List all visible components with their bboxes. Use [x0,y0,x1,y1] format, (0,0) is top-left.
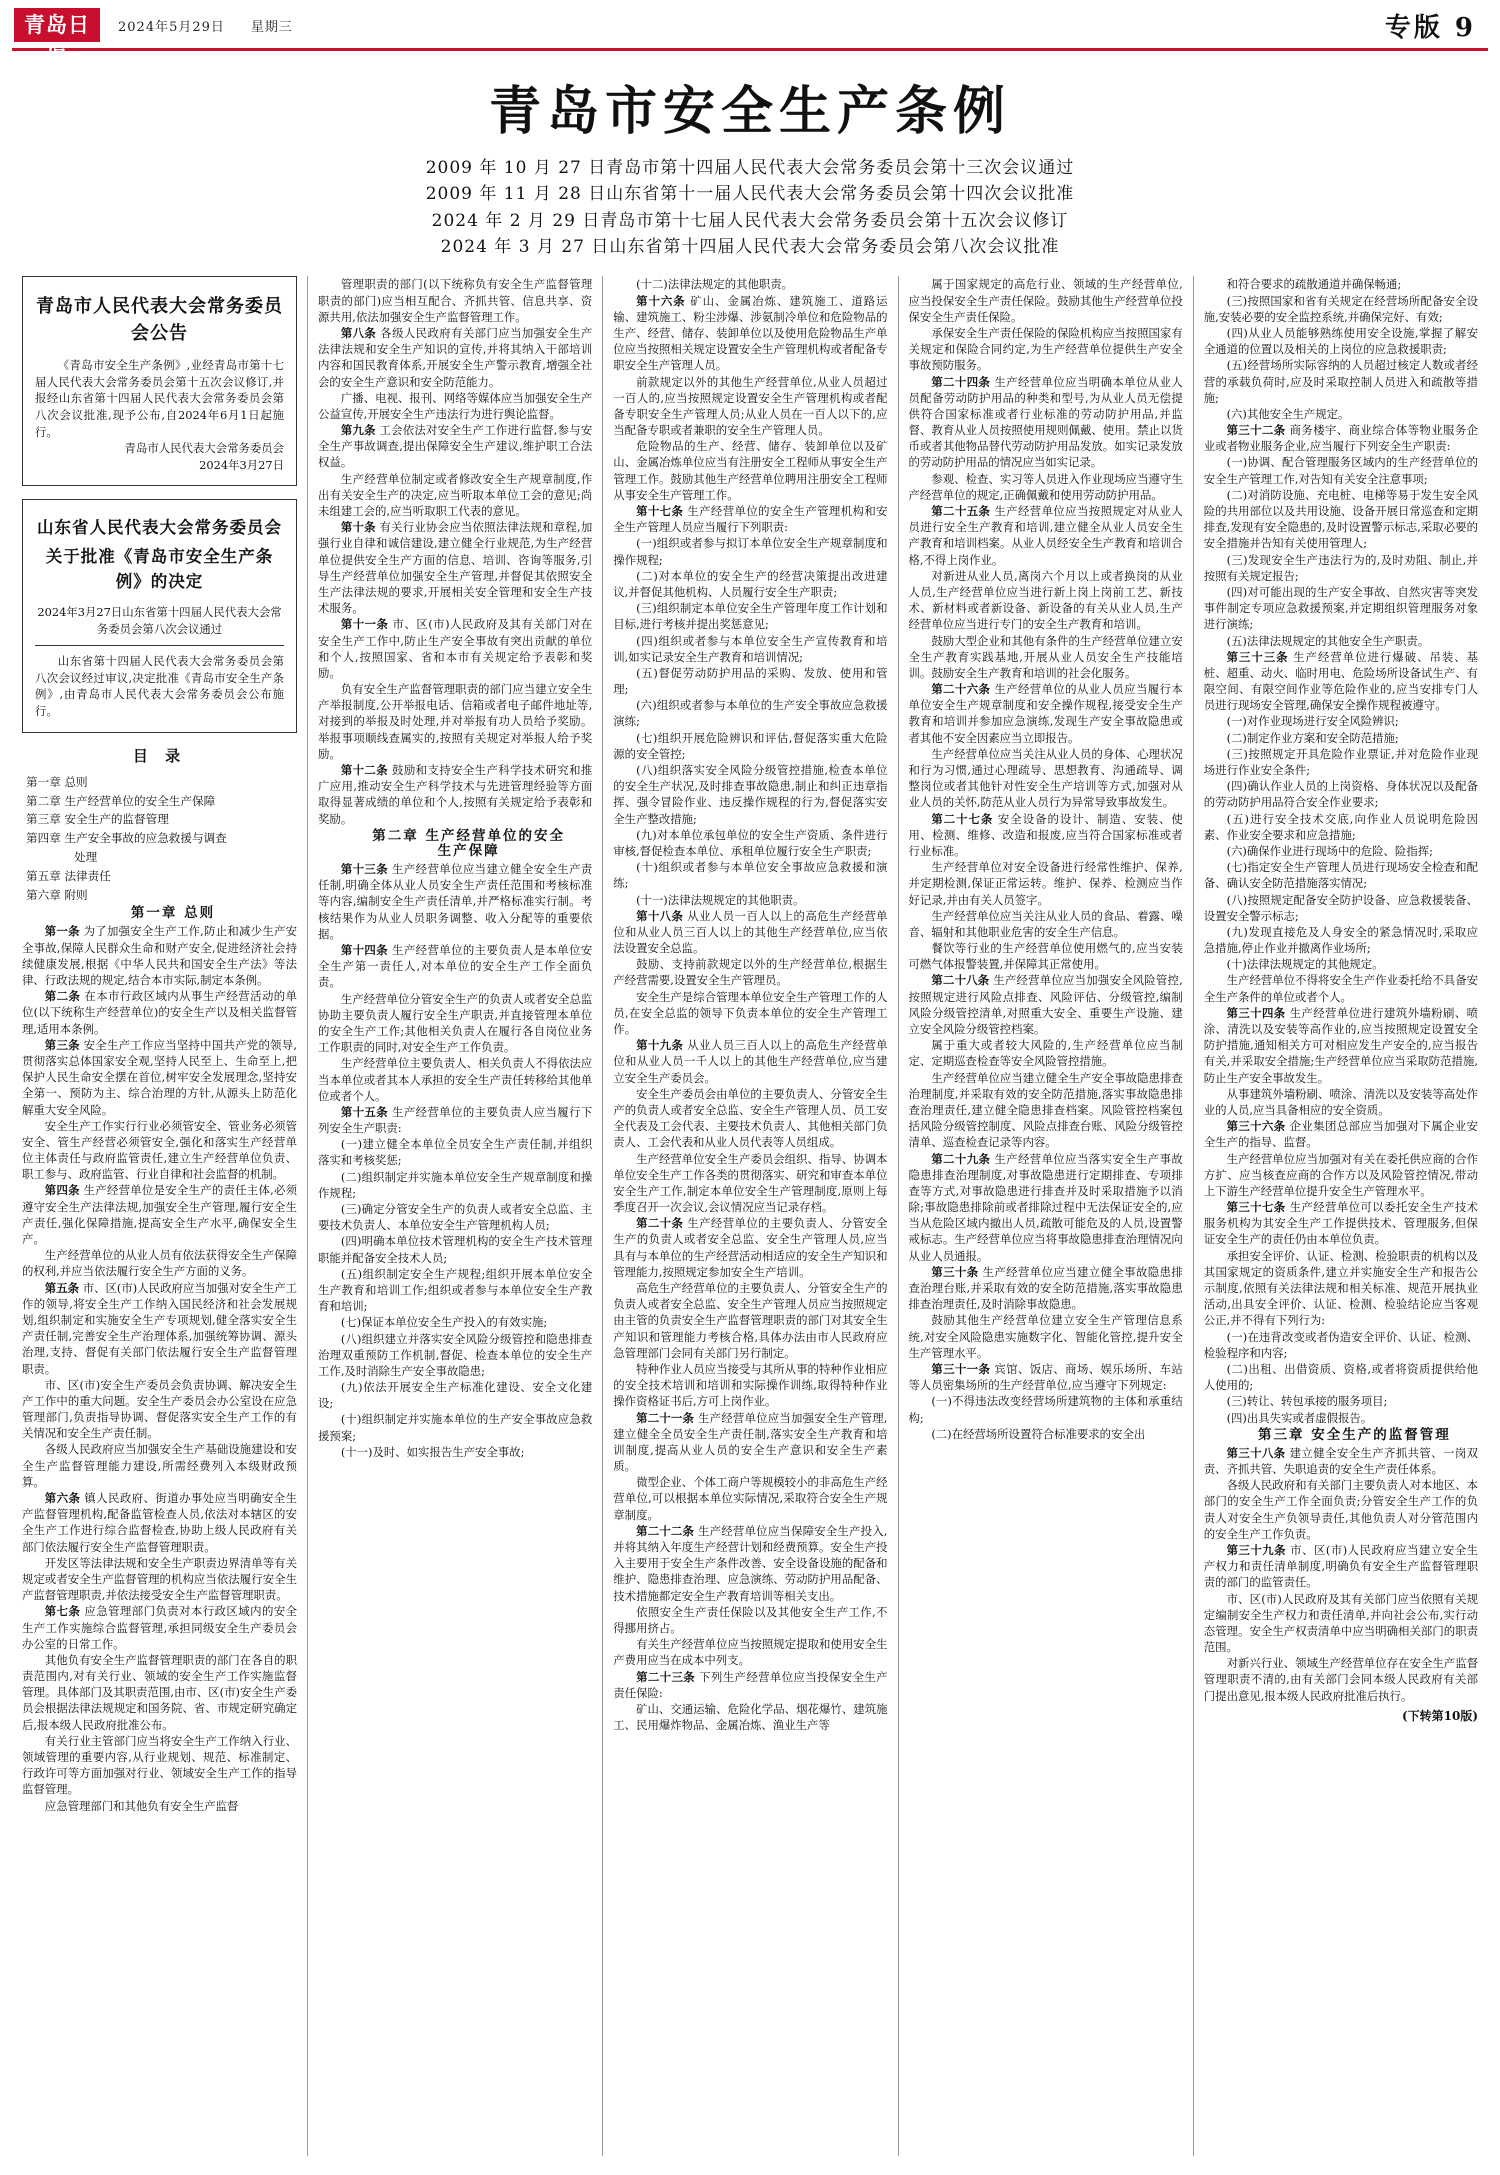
article-paragraph: 第二十六条 生产经营单位的从业人员应当履行本单位安全生产规章制度和安全操作规程,接受安全生产教育和培训并参加应急演练,发现生产安全事故隐患或者其他不安全因素应当立即报告。 [908,682,1183,745]
chapter-heading: 第二章 生产经营单位的安全 [372,827,565,844]
article-paragraph: 第二十七条 安全设备的设计、制造、安装、使用、检测、维修、改造和报废,应当符合国家标准或者行业标准。 [908,811,1183,858]
toc-item: 第二章 生产经营单位的安全生产保障 [26,793,216,808]
passage-lines [0,155,1500,260]
article-paragraph: (六)组织或者参与本单位的生产安全事故应急救援演练; [613,698,888,729]
article-paragraph: 第三十三条 生产经营单位进行爆破、吊装、基桩、超重、动火、临时用电、危险场所设备试生产、有限空间、有限空间作业等危险作业的,应当安排专门人员进行现场安全管理,确保安全操作规程被遵守。 [1203,649,1479,713]
article-paragraph: (八)组织建立并落实安全风险分级管控和隐患排查治理双重预防工作机制,督促、检查本单位的安全生产工作,及时消除生产安全事故隐患; [318,1331,593,1378]
chapter-heading-cont: 生产保障 [437,842,500,859]
article-paragraph: (四)出具失实或者虚假报告。 [1226,1410,1373,1425]
article-paragraph: 第二十四条 生产经营单位应当明确本单位从业人员配备劳动防护用品的种类和型号,为从业人员无偿提供符合国家标准或者行业标准的劳动防护用品,并监督、教育从业人员按照使用规则佩戴、使用。禁止以货币或者其他物品替代劳动防护用品发放。如实记录发放的劳动防护用品的情况应当如实记录。 [908,374,1183,470]
article-paragraph: 鼓励、支持前款规定以外的生产经营单位,根据生产经营需要,设置安全生产管理员。 [613,957,888,988]
article-paragraph: 生产经营单位制定或者修改安全生产规章制度,作出有关安全生产的决定,应当听取本单位工会的意见;尚未组建工会的,应当听取职工代表的意见。 [318,471,593,518]
toc-item: 第三章 安全生产的监督管理 [26,812,169,827]
article-paragraph: 第十七条 生产经营单位的安全生产管理机构和安全生产管理人员应当履行下列职责: [613,504,888,535]
article-paragraph: 生产经营单位应当加强对有关在委托供应商的合作方扩、应当核查应商的合作方以及风险管控情况,带动上下游生产经营单位提升安全生产管理水平。 [1203,1151,1479,1198]
passage-line: 2024 年 3 月 27 日山东省第十四届人民代表大会常务委员会第八次会议批准 [440,237,1060,258]
article-paragraph: (十一)法律法规规定的其他职责。 [636,892,805,907]
article-paragraph: (三)按照规定开具危险作业票证,并对危险作业现场进行作业安全条件; [1203,746,1479,777]
passage-line: 2009 年 11 月 28 日山东省第十一届人民代表大会常务委员会第十四次会议批准 [425,184,1075,205]
column-3-body [613,276,887,1733]
article-paragraph: 第二十条 生产经营单位的主要负责人、分管安全生产的负责人或者安全总监、安全生产管理人员,应当具有与本单位的生产经营活动相适应的安全生产知识和管理能力,按照规定参加安全生产培训。 [613,1216,888,1279]
article-paragraph: 对新兴行业、领域生产经营单位存在安全生产监督管理职责不清的,由有关部门会同本级人民政府有关部门提出意见,报本级人民政府批准后执行。 [1203,1656,1479,1703]
article-paragraph: (一)协调、配合管理服务区域内的生产经营单位的安全生产管理工作,对告知有关安全注意事项; [1203,455,1479,486]
article-paragraph: 第三条 安全生产工作应当坚持中国共产党的领导,贯彻落实总体国家安全观,坚持人民至上、生命至上,把保护人民生命安全摆在首位,树牢安全发展理念,坚持安全第一、预防为主、综合治理的方针,从源头上防范化解重大安全风险。 [22,1037,298,1117]
toc-item: 第四章 生产安全事故的应急救援与调查 [26,831,227,846]
announcement-heading: 青岛市人民代表大会常务委员会公告 [36,296,284,345]
article-paragraph: 第三十九条 市、区(市)人民政府应当建立安全生产权力和责任清单制度,明确负有安全生产监督管理职责的部门的监管责任。 [1203,1542,1479,1590]
article-paragraph: 第二条 在本市行政区域内从事生产经营活动的单位(以下统称生产经营单位)的安全生产以及相关监督管理,适用本条例。 [22,989,298,1036]
article-paragraph: 前款规定以外的其他生产经营单位,从业人员超过一百人的,应当按照规定设置安全生产管理机构或者配备专职安全生产管理人员;从业人员在一百人以下的,应当配备专职或者兼职的安全生产管理人员。 [613,374,888,438]
column-4-body [909,276,1183,1442]
toc-item: 第五章 法律责任 [26,868,111,883]
article-paragraph: 第十五条 生产经营单位的主要负责人应当履行下列安全生产职责: [318,1104,593,1136]
article-paragraph: 生产经营单位主要负责人、相关负责人不得依法应当本单位或者其本人承担的安全生产责任转移给其他单位或者个人。 [318,1056,593,1103]
article-paragraph: 从事建筑外墙粉刷、喷涂、清洗以及安装等高处作业的人员,应当具备相应的安全资质。 [1203,1086,1479,1117]
chapter-heading: 第三章 安全生产的监督管理 [1258,1426,1451,1443]
article-paragraph: 管理职责的部门(以下统称负有安全生产监督管理职责的部门)应当相互配合、齐抓共管、信息共享、资源共用,依法加强安全生产监督管理工作。 [318,277,593,324]
article-paragraph: 第三十六条 企业集团总部应当加强对下属企业安全生产的指导、监督。 [1203,1119,1479,1150]
column-1 [12,276,307,2156]
article-paragraph: 特种作业人员应当接受与其所从事的特种作业相应的安全技术培训和培训和实际操作训练,取得特种作业操作资格证书后,方可上岗作业。 [613,1361,888,1409]
column-5 [1193,276,1488,2156]
article-paragraph: 危险物品的生产、经营、储存、装卸单位以及矿山、金属冶炼单位应当有注册安全工程师从事安全生产管理工作。鼓励其他生产经营单位聘用注册安全工程师从事安全生产管理工作。 [613,439,888,502]
article-paragraph: 生产经营单位安全生产委员会组织、指导、协调本单位安全生产工作各类的贯彻落实、研究和审查本单位安全生产工作,制定本单位安全生产管理制度,原则上每季度召开一次会议,会议情况应当记录存档。 [613,1151,888,1215]
article-paragraph: (五)组织制定安全生产规程;组织开展本单位安全生产教育和培训工作;组织或者参与本单位安全生产教育和培训; [318,1266,593,1314]
article-paragraph: 第二十一条 生产经营单位应当加强安全生产管理,建立健全全员安全生产责任制,落实安全生产教育和培训制度,提高从业人员的安全生产意识和安全生产素质。 [613,1410,888,1474]
article-paragraph: (三)发现安全生产违法行为的,及时劝阻、制止,并按照有关规定报告; [1203,552,1479,583]
article-paragraph: (八)组织落实安全风险分级管控措施,检查本单位的安全生产状况,及时排查事故隐患,制止和纠正违章指挥、强令冒险作业、违反操作规程的行为,督促落实安全生产整改措施; [613,763,888,826]
column-2-body [318,276,592,1460]
article-paragraph: 承担安全评价、认证、检测、检验职责的机构以及其国家规定的资质条件,建立并实施安全生产和报告公示制度,依照有关法律法规和相关标准、规范开展执业活动,出具安全评价、认证、检测、检验结论应当客观公正,并不得有下列行为: [1203,1248,1479,1328]
article-paragraph: (二)对消防设施、充电桩、电梯等易于发生安全风险的共用部位以及共用设施、设备开展日常巡查和定期排查,发现有安全隐患的,及时设置警示标志,采取必要的安全措施并告知有关使用管理人; [1203,487,1479,551]
article-paragraph: (十)组织或者参与本单位安全事故应急救援和演练; [613,860,888,891]
column-5-body [1204,276,1478,1703]
toc-title: 目 录 [132,746,187,765]
article-paragraph: 生产经营单位应当建立健全生产安全事故隐患排查治理制度,并采取有效的安全防范措施,落实事故隐患排查治理责任,建立健全隐患排查档案。风险管控档案包括风险分级管控制度、风险点排查台账、风险分级管控清单、巡查检查记录等内容。 [908,1070,1183,1150]
article-paragraph: (三)确定分管安全生产的负责人或者安全总监、主要技术负责人、本单位安全生产管理机构人员; [318,1202,593,1233]
article-paragraph: 生产经营单位应当关注从业人员的身体、心理状况和行为习惯,通过心理疏导、思想教育、沟通疏导、调整岗位或者其他针对性安全生产培训等方式,加强对从业人员的关怀,防范从业人员行为异常导致事故发生。 [908,746,1183,810]
article-paragraph: (九)依法开展安全生产标准化建设、安全文化建设; [318,1380,593,1411]
toc-item: 第六章 附则 [26,887,88,902]
article-paragraph: (二)对本单位的安全生产的经营决策提出改进建议,并督促其他机构、人员履行安全生产职责; [613,568,888,599]
section-label: 专版 9 [1384,12,1476,43]
article-paragraph: 第四条 生产经营单位是安全生产的责任主体,必须遵守安全生产法律法规,加强安全生产管理,履行安全生产责任,强化保障措施,提高安全生产水平,确保安全生产。 [22,1183,298,1247]
article-paragraph: (四)对可能出现的生产安全事故、自然灾害等突发事件制定专项应急救援预案,并定期组织管理服务对象进行演练; [1203,584,1479,632]
announcement-date: 2024年3月27日 [199,457,285,472]
article-paragraph: (三)组织制定本单位安全生产管理年度工作计划和目标,进行考核并提出奖惩意见; [613,601,888,632]
article-paragraph: 属于重大或者较大风险的,生产经营单位应当制定、定期巡查检查等安全风险管控措施。 [908,1038,1183,1069]
decision-heading-line1: 山东省人民代表大会常务委员会 [37,518,283,538]
continued-note: (下转第10版) [1401,1708,1479,1723]
article-paragraph: (三)转让、转包承接的服务项目; [1226,1394,1388,1409]
article-paragraph: 第五条 市、区(市)人民政府应当加强对安全生产工作的领导,将安全生产工作纳入国民经济和社会发展规划,组织制定和实施安全生产专项规划,健全落实安全生产责任制,完善安全生产治理体系,加强统筹协调、源头治理,支持、督促有关部门依法履行安全生产监督管理职责。 [22,1280,298,1376]
announcement-body: 《青岛市安全生产条例》,业经青岛市第十七届人民代表大会常务委员会第十五次会议修订,并报经山东省第十四届人民代表大会常务委员会第八次会议批准,现予公布,自2024年6月1日起施行。 [35,358,285,439]
toc-item: 处理 [74,849,98,864]
article-paragraph: (二)组织制定并实施本单位安全生产规章制度和操作规程; [318,1169,593,1200]
article-paragraph: 第十条 有关行业协会应当依照法律法规和章程,加强行业自律和诚信建设,建立健全行业规范,为生产经营单位提供安全生产方面的信息、培训、咨询等服务,引导生产经营单位加强安全生产管理,并督促其依照安全生产法律法规的要求,开展相关安全管理和安全生产技术服务。 [318,520,593,616]
article-paragraph: 对新进从业人员,离岗六个月以上或者换岗的从业人员,生产经营单位应当进行新上岗上岗前工艺、新技术、新材料或者新设备、新设备的有关从业人员,生产经营单位应当进行专门的安全生产教育和培训。 [908,568,1183,632]
article-paragraph: (一)组织或者参与拟订本单位安全生产规章制度和操作规程; [613,536,888,567]
article-paragraph: 餐饮等行业的生产经营单位使用燃气的,应当安装可燃气体报警装置,并保障其正常使用。 [908,941,1183,972]
masthead [0,0,1500,71]
article-paragraph: 市、区(市)人民政府及其有关部门应当依照有关规定编制安全生产权力和责任清单,并向社会公布,实行动态管理。安全生产权责清单中应当明确相关部门的职责范围。 [1203,1591,1479,1655]
article-paragraph: 其他负有安全生产监督管理职责的部门在各自的职责范围内,对有关行业、领域的安全生产工作实施监督管理。具体部门及其职责范围,由市、区(市)安全生产委员会根据法律法规规定和国务院、省、市规定研究确定后,报本级人民政府批准公布。 [22,1652,298,1732]
article-paragraph: (四)组织或者参与本单位安全生产宣传教育和培训,如实记录安全生产教育和培训情况; [613,633,888,664]
article-paragraph: (四)从业人员能够熟练使用安全设施,掌握了解安全通道的位置以及相关的上岗位的应急救援职责; [1203,325,1479,357]
announcement-box-1 [22,276,297,486]
article-paragraph: 矿山、交通运输、危险化学品、烟花爆竹、建筑施工、民用爆炸物品、金属冶炼、渔业生产等 [613,1701,888,1733]
article-paragraph: (七)保证本单位安全生产投入的有效实施; [340,1315,548,1330]
column-4 [898,276,1193,2156]
article-paragraph: 开发区等法律法规和安全生产职责边界清单等有关规定或者安全生产监督管理的机构应当依法履行安全生产监督管理职责,并依法接受安全生产监督管理职责。 [22,1555,298,1603]
article-paragraph: 第八条 各级人民政府有关部门应当加强安全生产法律法规和安全生产知识的宣传,并将其纳入干部培训内容和国民教育体系,开展安全生产警示教育,增强全社会的安全生产意识和安全防范能力。 [318,325,593,389]
article-paragraph: 第三十一条 宾馆、饭店、商场、娱乐场所、车站等人员密集场所的生产经营单位,应当遵守下列规定: [908,1361,1183,1393]
article-paragraph: 安全生产是综合管理本单位安全生产管理工作的人员,在安全总监的领导下负责本单位的安全生产管理工作。 [613,989,888,1036]
article-paragraph: 承保安全生产责任保险的保险机构应当按照国家有关规定和保险合同约定,为生产经营单位提供生产安全事故预防服务。 [908,325,1183,373]
article-paragraph: 生产经营单位不得将安全生产作业委托给不具备安全生产条件的单位或者个人。 [1203,973,1479,1004]
article-paragraph: 第十三条 生产经营单位应当建立健全安全生产责任制,明确全体从业人员安全生产责任范围和考核标准等内容,编制安全生产责任清单,并严格标准实行制。考核结果作为从业人员职务调整、收入分配等的重要依据。 [318,862,593,941]
article-paragraph: 广播、电视、报刊、网络等媒体应当加强安全生产公益宣传,开展安全生产违法行为进行舆论监督。 [318,390,593,421]
article-paragraph: 第十九条 从业人员三百人以上的高危生产经营单位和从业人员一千人以上的其他生产经营单位,应当建立安全生产委员会。 [613,1038,888,1085]
article-paragraph: (二)制定作业方案和安全防范措施; [1226,730,1399,745]
article-paragraph: (四)确认作业人员的上岗资格、身体状况以及配备的劳动防护用品符合安全作业要求; [1203,779,1479,810]
article-paragraph: 应急管理部门和其他负有安全生产监督 [44,1798,239,1813]
article-paragraph: 第十一条 市、区(市)人民政府及其有关部门对在安全生产工作中,防止生产安全事故有突出贡献的单位和个人,按照国家、省和本市有关规定给予表彰和奖励。 [318,617,593,680]
article-paragraph: (七)指定安全生产管理人员进行现场安全检查和配备、确认安全防范措施落实情况; [1203,860,1479,891]
article-paragraph: 第六条 镇人民政府、街道办事处应当明确安全生产监督管理机构,配备监管检查人员,依法对本辖区的安全生产工作进行综合监督检查,协助上级人民政府有关部门依法履行安全生产监督管理职责。 [22,1491,298,1554]
article-paragraph: 安全生产委员会由单位的主要负责人、分管安全生产的负责人或者安全总监、安全生产管理人员、员工安全代表及工会代表、主要技术负责人、其他相关部门负责人、工会代表和从业人员代表等人员组成。 [613,1086,888,1150]
article-paragraph: (五)进行安全技术交底,向作业人员说明危险因素、作业安全要求和应急措施; [1203,811,1479,842]
article-paragraph: 依照安全生产责任保险以及其他安全生产工作,不得挪用挤占。 [613,1604,888,1635]
article-paragraph: 市、区(市)安全生产委员会负责协调、解决安全生产工作中的重大问题。安全生产委员会办公室设在应急管理部门,负责指导协调、督促落实安全生产工作的有关情况和安全生产责任制。 [22,1377,298,1441]
article-paragraph: 第三十八条 建立健全安全生产齐抓共管、一岗双责、齐抓共管、失职追责的安全生产责任体系。 [1203,1445,1479,1477]
article-paragraph: 负有安全生产监督管理职责的部门应当建立安全生产举报制度,公开举报电话、信箱或者电子邮件地址等,对接到的举报及时处理,并对举报有功人员给予奖励。举报事项顺线查属实的,按照有关规定对举报人给予奖励。 [318,682,593,761]
article-paragraph: (七)组织开展危险辨识和评估,督促落实重大危险源的安全管控; [613,730,888,761]
article-paragraph: (八)按照规定配备安全防护设备、应急救援装备、设置安全警示标志; [1203,892,1479,923]
article-paragraph: 安全生产工作实行行业必须管安全、管业务必须管安全、管生产经营必须管安全,强化和落实生产经营单位主体责任与政府监管责任,建立生产经营单位负责、职工参与、政府监管、行业自律和社会监督的机制。 [22,1118,298,1182]
article-paragraph: 有关行业主管部门应当将安全生产工作纳入行业、领域管理的重要内容,从行业规划、规范、标准制定、行政许可等方面加强对行业、领域安全生产工作的指导监督管理。 [22,1733,298,1797]
publication-date: 2024年5月29日 [118,19,225,35]
article-paragraph: 第二十八条 生产经营单位应当加强安全风险管控,按照规定进行风险点排查、风险评估、分级管控,编制风险分级管控清单,对照重大安全、重要生产设施、建立安全风险分级管控档案。 [908,973,1183,1036]
article-paragraph: (六)确保作业进行现场中的危险、险指挥; [1226,843,1433,858]
article-paragraph: (十一)及时、如实报告生产安全事故; [340,1444,525,1459]
announcement-box-2 [22,499,297,732]
decision-heading-line2: 关于批准《青岛市安全生产条例》的决定 [45,546,274,591]
column-3 [602,276,897,2156]
article-paragraph: (十)法律法规规定的其他规定。 [1226,957,1384,972]
article-paragraph: 生产经营单位的从业人员有依法获得安全生产保障的权利,并应当依法履行安全生产方面的义务。 [22,1248,298,1279]
article-paragraph: (十)组织制定并实施本单位的生产安全事故应急救援预案; [318,1412,593,1443]
article-paragraph: 第三十七条 生产经营单位可以委托安全生产技术服务机构为其安全生产工作提供技术、管理服务,但保证安全生产的责任仍由本单位负责。 [1203,1200,1479,1247]
chapter-heading: 第一章 总则 [130,905,216,922]
title-block [0,51,1500,260]
page-title: 青岛市安全生产条例 [488,81,1011,142]
article-paragraph: 属于国家规定的高危行业、领域的生产经营单位,应当投保安全生产责任保险。鼓励其他生产经营单位投保安全生产责任保险。 [908,277,1183,324]
article-paragraph: 第二十二条 生产经营单位应当保障安全生产投入,并将其纳入年度生产经营计划和经费预算。安全生产投入主要用于安全生产条件改善、安全设备设施的配备和维护、隐患排查治理、应急演练、劳动防护用品配备、技术措施都定安全生产教育培训等相关支出。 [613,1523,888,1603]
article-paragraph: (二)在经营场所设置符合标准要求的安全出 [931,1426,1146,1441]
article-paragraph: (九)对本单位承包单位的安全生产资质、条件进行审核,督促检查本单位、承租单位履行安全生产职责; [613,827,888,858]
toc-item: 第一章 总则 [26,774,88,789]
article-paragraph: (一)不得违法改变经营场所建筑物的主体和承重结构; [908,1394,1183,1425]
article-paragraph: 第十六条 矿山、金属冶炼、建筑施工、道路运输、建筑施工、粉尘涉爆、涉氨制冷单位和危险物品的生产、经营、储存、装卸单位以及使用危险物品生产单位应当按照相关规定设置安全生产管理机构或者配备专职安全生产管理人员。 [613,293,888,373]
publication-weekday: 星期三 [250,19,293,35]
article-paragraph: 第七条 应急管理部门负责对本行政区域内的安全生产工作实施综合监督管理,承担同级安全生产委员会办公室的日常工作。 [22,1604,298,1651]
article-columns [12,276,1488,2156]
article-paragraph: 第十二条 鼓励和支持安全生产科学技术研究和推广应用,推动安全生产科学技术与先进管理经验等方面取得显著成绩的单位和个人,按照有关规定给予表彰和奖励。 [318,763,593,826]
article-paragraph: (九)发现直接危及人身安全的紧急情况时,采取应急措施,停止作业并撤离作业场所; [1203,924,1479,956]
decision-divider [35,645,284,646]
article-paragraph: 第三十四条 生产经营单位进行建筑外墙粉刷、喷涂、清洗以及安装等高作业的,应当按照规定设置安全防护措施,通知相关方可对相应发生产安全的,应当报告有关,并采取安全措施;生产经营单位应当采取防范措施,防止生产安全事故发生。 [1203,1005,1479,1085]
article-paragraph: (一)在违背改变或者伪造安全评价、认证、检测、检验程序和内容; [1203,1329,1479,1360]
article-paragraph: 微型企业、个体工商户等规模较小的非高危生产经营单位,可以根据本单位实际情况,采取符合安全生产规章制度。 [613,1475,888,1522]
article-paragraph: 生产经营单位应当关注从业人员的食品、着露、噪音、辐射和其他职业危害的安全生产信息。 [908,908,1183,939]
article-paragraph: 和符合要求的疏散通道并确保畅通; [1226,277,1402,292]
article-paragraph: 第一条 为了加强安全生产工作,防止和减少生产安全事故,保障人民群众生命和财产安全,促进经济社会持续健康发展,根据《中华人民共和国安全生产法》等法律、行政法规的规定,结合本市实际,制定本条例。 [22,924,298,988]
article-paragraph: 第二十五条 生产经营单位应当按照规定对从业人员进行安全生产教育和培训,建立健全从业人员安全生产教育和培训档案。从业人员经安全生产教育和培训合格,不得上岗作业。 [908,504,1183,567]
article-paragraph: 第二十九条 生产经营单位应当落实安全生产事故隐患排查治理制度,对事故隐患进行定期排查、专项排查等方式,对事故隐患进行排查并及时采取措施予以消除;事故隐患排除前或者排除过程中无法保证安全的,应当从危险区域内撤出人员,疏散可能危及的人员,设置警戒标志。生产经营单位应当将事故隐患排查治理情况向从业人员通报。 [908,1151,1183,1263]
article-paragraph: 第九条 工会依法对安全生产工作进行监督,参与安全生产事故调查,提出保障安全生产建议,维护职工合法权益。 [318,423,593,470]
article-paragraph: (五)督促劳动防护用品的采购、发放、使用和管理; [613,665,888,697]
passage-line: 2009 年 10 月 27 日青岛市第十四届人民代表大会常务委员会第十三次会议通过 [425,158,1075,178]
article-paragraph: (五)法律法规规定的其他安全生产职责。 [1226,633,1430,648]
article-paragraph: 第三十二条 商务楼宇、商业综合体等物业服务企业或者物业服务企业,应当履行下列安全生产职责: [1203,423,1479,454]
article-paragraph: (四)明确本单位技术管理机构的安全生产技术管理职能并配备安全技术人员; [318,1234,593,1265]
article-paragraph: (六)其他安全生产规定。 [1226,406,1350,421]
article-paragraph: 各级人民政府应当加强安全生产基础设施建设和安全生产监督管理能力建设,所需经费列入本级财政预算。 [22,1442,298,1489]
article-paragraph: 第二十三条 下列生产经营单位应当投保安全生产责任保险: [613,1669,888,1700]
article-paragraph: 各级人民政府和有关部门主要负责人对本地区、本部门的安全生产工作全面负责;分管安全生产工作的负责人对安全生产负领导责任,其他负责人对分管范围内的安全生产工作负责。 [1203,1478,1479,1541]
article-paragraph: 高危生产经营单位的主要负责人、分管安全生产的负责人或者安全总监、安全生产管理人员应当按照规定由主管的负责安全生产监督管理职责的部门对其安全生产知识和管理能力考核合格,具体办法由市人民政府应急管理部门会同有关部门另行制定。 [613,1281,888,1360]
article-paragraph: 参观、检查、实习等人员进入作业现场应当遵守生产经营单位的规定,正确佩戴和使用劳动防护用品。 [908,471,1183,502]
announcement-signature: 青岛市人民代表大会常务委员会 [124,441,285,456]
article-paragraph: (一)建立健全本单位全员安全生产责任制,并组织落实和考核奖惩; [318,1137,593,1168]
decision-subtitle: 2024年3月27日山东省第十四届人民代表大会常务委员会第八次会议通过 [37,605,282,636]
article-paragraph: (五)经营场所实际容纳的人员超过核定人数或者经营的承载负荷时,应及时采取控制人员进入和疏散等措施; [1203,358,1479,405]
article-paragraph: 鼓励其他生产经营单位建立安全生产管理信息系统,对安全风险隐患实施数字化、智能化管控,提升安全生产管理水平。 [908,1313,1183,1360]
article-paragraph: 有关生产经营单位应当按照规定提取和使用安全生产费用应当在成本中列支。 [613,1637,888,1668]
passage-line: 2024 年 2 月 29 日青岛市第十七届人民代表大会常务委员会第十五次会议修订 [431,210,1069,231]
decision-body: 山东省第十四届人民代表大会常务委员会第八次会议经过审议,决定批准《青岛市安全生产条例》,由青岛市人民代表大会常务委员会公布施行。 [35,654,285,718]
article-paragraph: 第十八条 从业人员一百人以上的高危生产经营单位和从业人员三百人以上的其他生产经营单位,应当依法设置安全总监。 [613,908,888,956]
article-paragraph: (三)按照国家和省有关规定在经营场所配备安全设施,安装必要的安全监控系统,并确保完好、有效; [1203,293,1479,324]
article-paragraph: 生产经营单位分管安全生产的负责人或者安全总监协助主要负责人履行安全生产职责,并直接管理本单位的安全生产工作;其他相关负责人在履行各自岗位业务工作职责的同时,对安全生产工作负责。 [318,991,593,1055]
article-paragraph: (十二)法律法规定的其他职责。 [636,277,794,292]
column-1-body [22,904,297,1813]
article-paragraph: 第十四条 生产经营单位的主要负责人是本单位安全生产第一责任人,对本单位的安全生产工作全面负责。 [318,943,593,990]
article-paragraph: (二)出租、出借资质、资格,或者将资质提供给他人使用的; [1203,1361,1479,1393]
article-paragraph: 生产经营单位对安全设备进行经常性维护、保养,并定期检测,保证正常运转。维护、保养、检测应当作好记录,并由有关人员签字。 [908,860,1183,907]
article-paragraph: 鼓励大型企业和其他有条件的生产经营单位建立安全生产教育实践基地,开展从业人员安全生产技能培训。鼓励安全生产教育和培训的社会化服务。 [908,633,1183,680]
article-paragraph: (一)对作业现场进行安全风险辨识; [1226,714,1399,729]
article-paragraph: 第三十条 生产经营单位应当建立健全事故隐患排查治理台账,并采取有效的安全防范措施,落实事故隐患排查治理责任,及时消除事故隐患。 [908,1264,1183,1312]
column-2 [307,276,602,2156]
newspaper-logo: 青岛日报 [14,8,100,42]
